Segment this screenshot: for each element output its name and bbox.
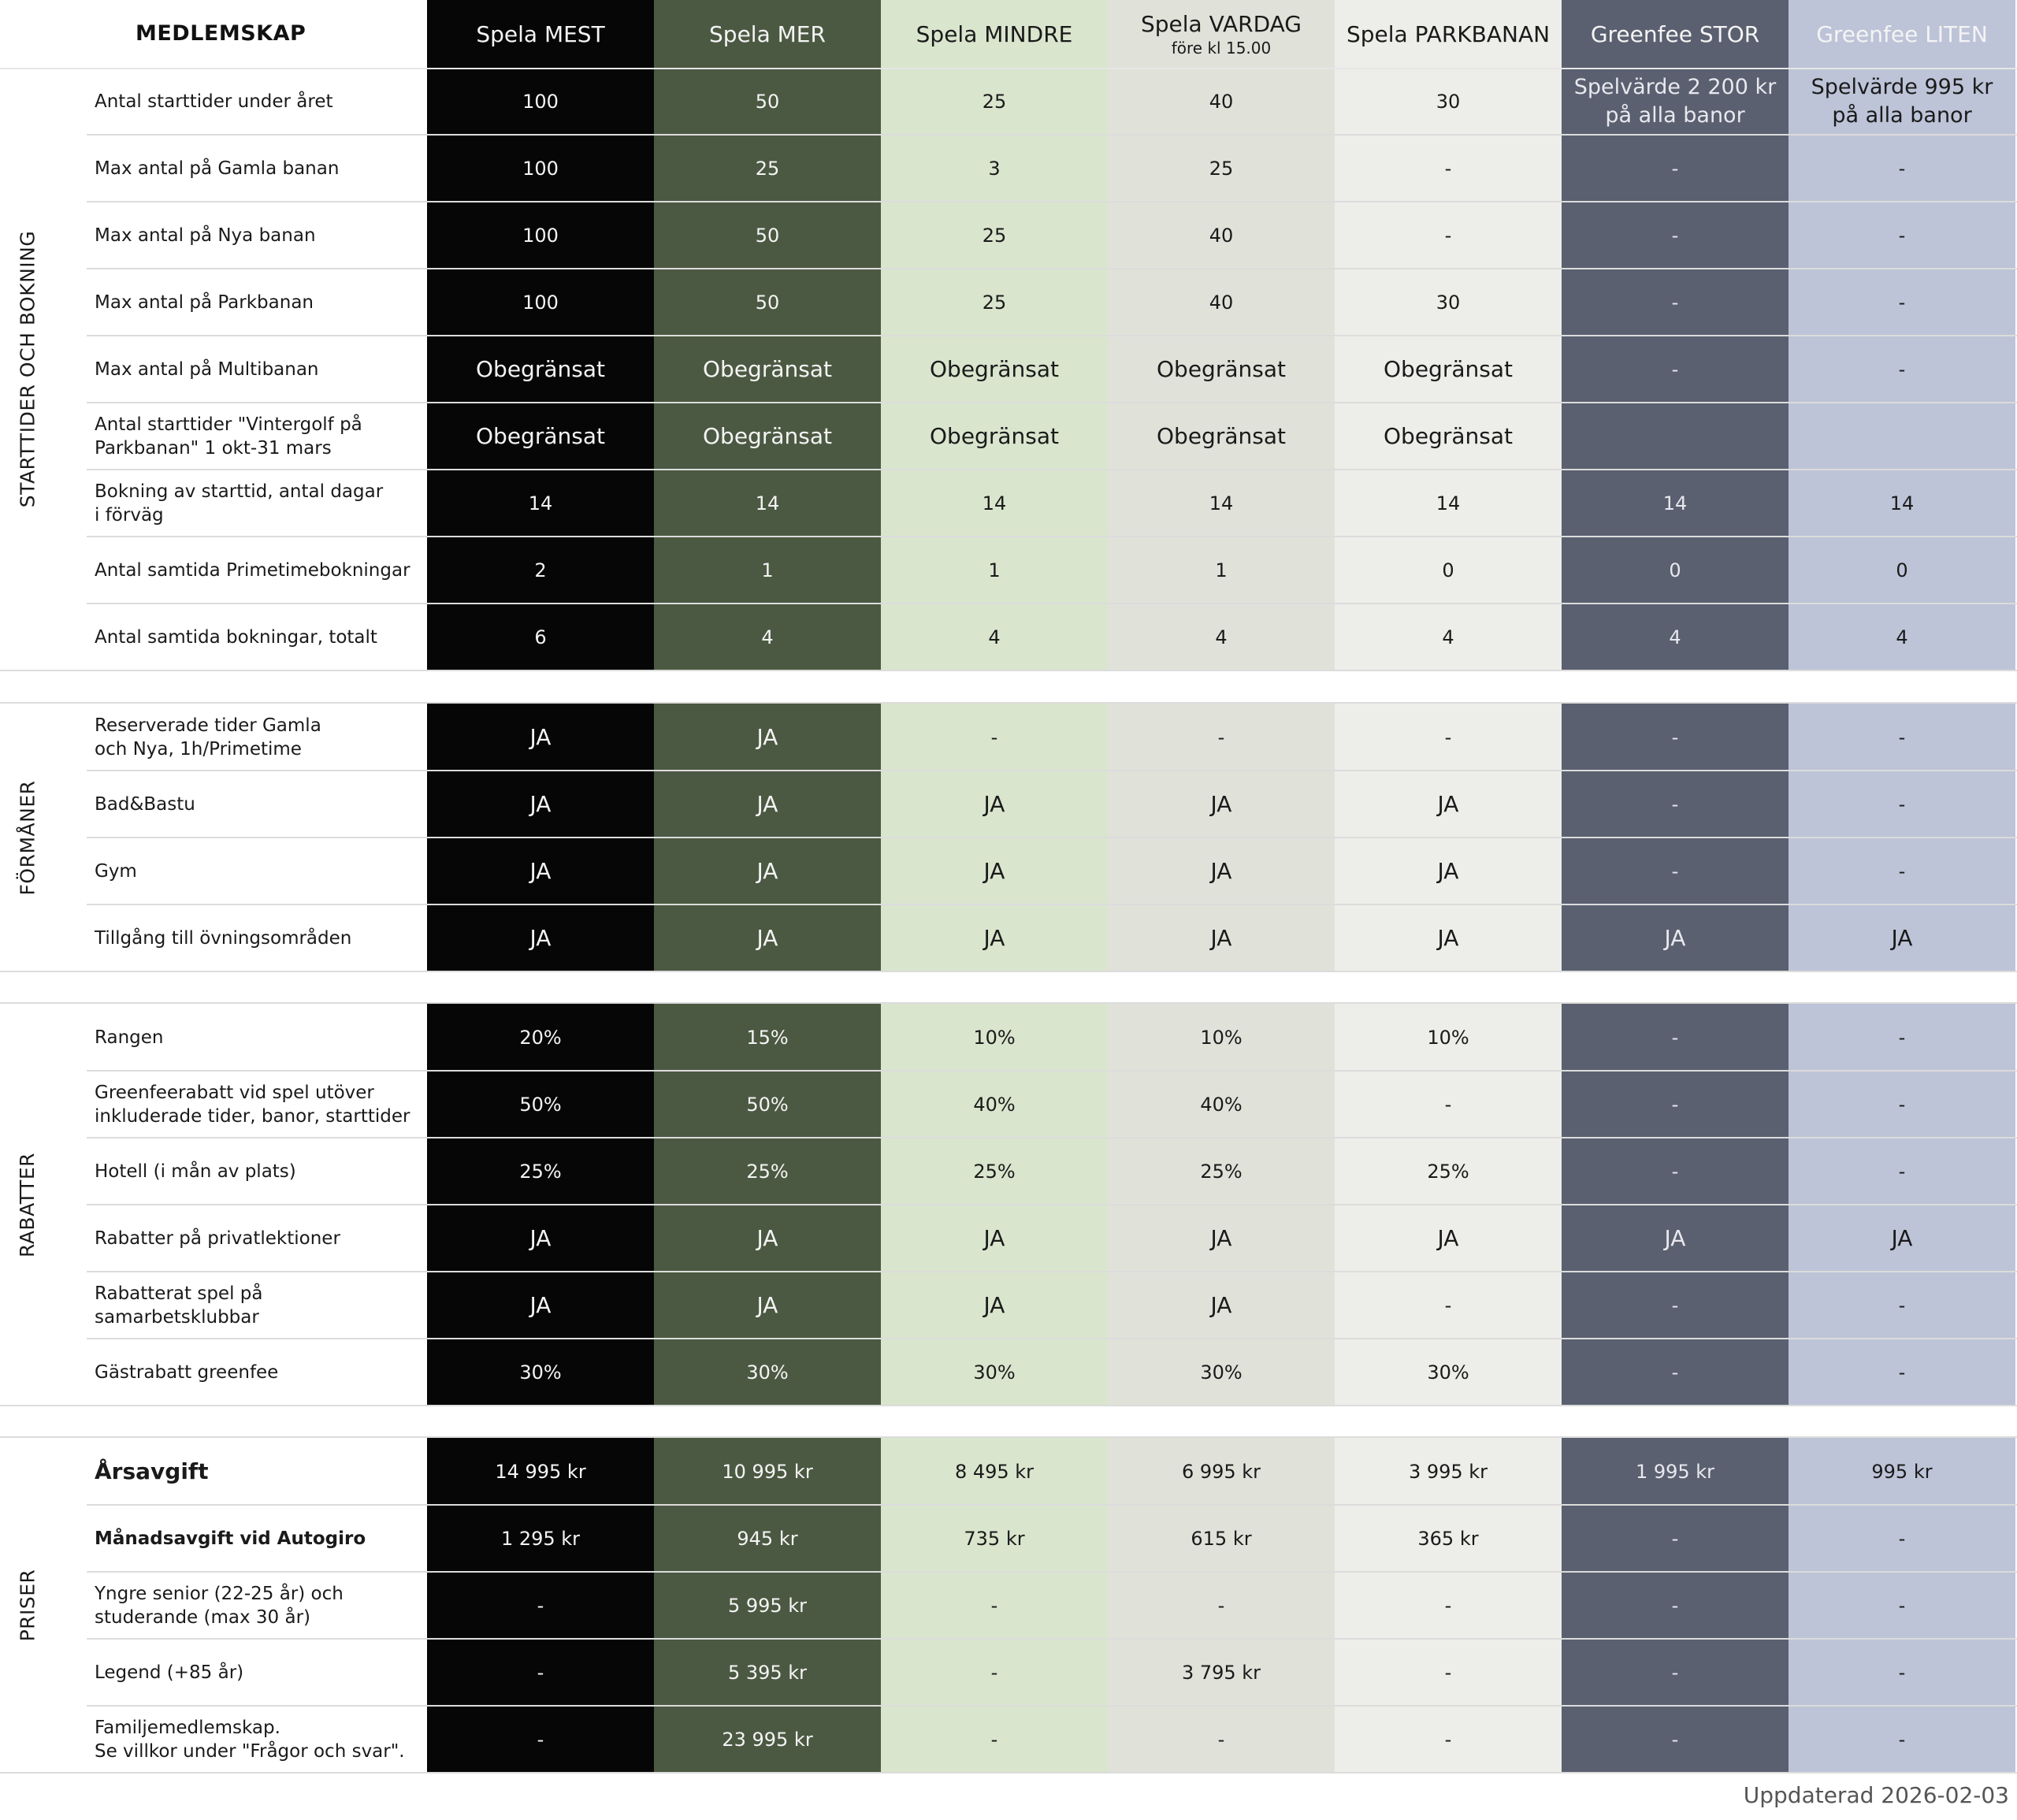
table-row bbox=[0, 336, 2017, 403]
table-cell: 100 bbox=[522, 291, 559, 314]
table-cell: 4 bbox=[761, 626, 774, 648]
table-cell: 0 bbox=[1896, 559, 1908, 581]
row-label: Gym bbox=[95, 860, 137, 882]
table-cell: 14 995 kr bbox=[495, 1460, 586, 1483]
table-cell: 30% bbox=[1427, 1361, 1469, 1384]
table-cell: 30 bbox=[1436, 291, 1461, 314]
table-cell: 50 bbox=[755, 291, 780, 314]
table-cell: 5 395 kr bbox=[727, 1661, 808, 1684]
table-cell: - bbox=[1671, 157, 1679, 180]
table-cell: 6 bbox=[534, 626, 547, 648]
table-cell: 4 bbox=[1896, 626, 1908, 648]
table-row bbox=[0, 1339, 2017, 1406]
row-label: Yngre senior (22-25 år) och studerande (max 30 år) bbox=[95, 1583, 344, 1628]
table-cell: 50% bbox=[519, 1093, 562, 1116]
row-label: Max antal på Nya banan bbox=[95, 225, 316, 246]
table-cell: 14 bbox=[1662, 492, 1688, 514]
table-cell: JA bbox=[1437, 858, 1459, 884]
table-cell: 40 bbox=[1209, 90, 1234, 113]
table-cell: - bbox=[1898, 1026, 1906, 1049]
table-cell: - bbox=[537, 1728, 544, 1751]
table-cell: 10% bbox=[1427, 1026, 1469, 1049]
table-cell: JA bbox=[1437, 1225, 1459, 1251]
row-label: Antal samtida Primetimebokningar bbox=[95, 559, 410, 581]
table-cell: - bbox=[1444, 726, 1452, 748]
row-label: Gästrabatt greenfee bbox=[95, 1361, 279, 1383]
row-label: Tillgång till övningsområden bbox=[95, 927, 352, 949]
table-cell bbox=[1562, 403, 1789, 470]
row-label: Bad&Bastu bbox=[95, 793, 195, 815]
table-cell: 14 bbox=[1209, 492, 1234, 514]
table-cell: 100 bbox=[522, 157, 559, 180]
table-cell: - bbox=[1898, 1093, 1906, 1116]
column-header-subtitle: före kl 15.00 bbox=[1171, 38, 1272, 58]
table-cell: - bbox=[990, 1594, 998, 1617]
table-cell: 1 bbox=[761, 559, 774, 581]
table-cell: JA bbox=[1891, 925, 1913, 951]
table-cell: - bbox=[990, 726, 998, 748]
table-cell: JA bbox=[529, 1225, 552, 1251]
table-cell: JA bbox=[1664, 1225, 1686, 1251]
table-row bbox=[0, 1572, 2017, 1639]
table-cell: 100 bbox=[522, 90, 559, 113]
table-cell: - bbox=[1671, 291, 1679, 314]
table-cell: 10% bbox=[973, 1026, 1016, 1049]
table-cell: JA bbox=[529, 1292, 552, 1318]
table-cell bbox=[1789, 403, 2015, 470]
table-cell: 25% bbox=[519, 1160, 562, 1183]
table-row bbox=[0, 135, 2017, 202]
table-cell: Obegränsat bbox=[930, 423, 1059, 449]
section-title-text: RABATTER bbox=[16, 1152, 39, 1257]
table-cell: 5 995 kr bbox=[727, 1594, 808, 1617]
header-title: MEDLEMSKAP bbox=[136, 21, 306, 46]
table-cell: 25 bbox=[982, 224, 1007, 247]
table-row bbox=[0, 1138, 2017, 1205]
table-cell: 50 bbox=[755, 90, 780, 113]
row-label: Årsavgift bbox=[95, 1458, 209, 1484]
table-cell: - bbox=[1671, 1093, 1679, 1116]
table-cell: 3 bbox=[988, 157, 1001, 180]
table-row bbox=[0, 269, 2017, 336]
table-cell: JA bbox=[756, 724, 778, 750]
row-label: Legend (+85 år) bbox=[95, 1662, 244, 1683]
table-cell: 25% bbox=[1200, 1160, 1243, 1183]
table-cell: - bbox=[1898, 1160, 1906, 1183]
table-cell: 6 995 kr bbox=[1181, 1460, 1261, 1483]
table-cell: Obegränsat bbox=[476, 423, 605, 449]
table-cell: 2 bbox=[534, 559, 547, 581]
table-cell: 0 bbox=[1669, 559, 1681, 581]
column-header-spela-mindre bbox=[881, 0, 1108, 68]
row-label: Hotell (i mån av plats) bbox=[95, 1161, 296, 1182]
table-cell: JA bbox=[1210, 858, 1232, 884]
table-cell: - bbox=[1444, 157, 1452, 180]
table-cell: 4 bbox=[1442, 626, 1454, 648]
table-cell: - bbox=[1671, 1728, 1679, 1751]
column-header-spela-vardag bbox=[1108, 0, 1335, 68]
table-cell: 25 bbox=[755, 157, 780, 180]
table-cell: - bbox=[1444, 224, 1452, 247]
column-header-name: Greenfee STOR bbox=[1590, 20, 1760, 47]
table-cell: 25 bbox=[982, 291, 1007, 314]
table-cell: - bbox=[1444, 1594, 1452, 1617]
table-cell: 1 bbox=[988, 559, 1001, 581]
section-title-text: STARTTIDER OCH BOKNING bbox=[16, 230, 39, 508]
column-header-spela-mer bbox=[654, 0, 881, 68]
row-label: Månadsavgift vid Autogiro bbox=[95, 1528, 366, 1549]
table-cell: 30 bbox=[1436, 90, 1461, 113]
table-cell: 40% bbox=[973, 1093, 1016, 1116]
table-cell: 25 bbox=[1209, 157, 1234, 180]
table-cell: - bbox=[1671, 1594, 1679, 1617]
table-row bbox=[0, 1706, 2017, 1773]
table-cell: - bbox=[1898, 726, 1906, 748]
table-cell: 4 bbox=[1669, 626, 1681, 648]
table-cell: - bbox=[1671, 1160, 1679, 1183]
row-divider bbox=[0, 1405, 2017, 1406]
table-header bbox=[0, 0, 2017, 68]
table-cell: 30% bbox=[1200, 1361, 1243, 1384]
table-row bbox=[0, 1004, 2017, 1071]
table-cell: JA bbox=[983, 1292, 1005, 1318]
table-cell: 50 bbox=[755, 224, 780, 247]
table-cell: - bbox=[1898, 291, 1906, 314]
table-cell: JA bbox=[529, 925, 552, 951]
table-cell: - bbox=[537, 1594, 544, 1617]
table-cell: 30% bbox=[973, 1361, 1016, 1384]
table-cell: 3 995 kr bbox=[1408, 1460, 1488, 1483]
table-cell: JA bbox=[983, 925, 1005, 951]
table-row bbox=[0, 537, 2017, 604]
table-cell: - bbox=[1444, 1093, 1452, 1116]
table-cell: Obegränsat bbox=[703, 356, 832, 382]
table-row bbox=[0, 470, 2017, 537]
table-cell: - bbox=[1898, 1361, 1906, 1384]
table-cell: 25% bbox=[973, 1160, 1016, 1183]
column-header-name: Spela MER bbox=[709, 20, 826, 47]
table-cell: 20% bbox=[519, 1026, 562, 1049]
table-cell: JA bbox=[1891, 1225, 1913, 1251]
table-cell: 0 bbox=[1442, 559, 1454, 581]
table-cell: - bbox=[1898, 1594, 1906, 1617]
table-cell: - bbox=[1898, 157, 1906, 180]
table-cell: 40 bbox=[1209, 291, 1234, 314]
table-cell: 995 kr bbox=[1871, 1460, 1933, 1483]
table-cell: - bbox=[1898, 1661, 1906, 1684]
table-cell: 23 995 kr bbox=[722, 1728, 813, 1751]
table-cell: 14 bbox=[1889, 492, 1915, 514]
table-cell: - bbox=[1671, 1661, 1679, 1684]
table-cell: 615 kr bbox=[1191, 1527, 1252, 1550]
updated-date: Uppdaterad 2026-02-03 bbox=[1743, 1782, 2009, 1808]
row-label: Rangen bbox=[95, 1027, 164, 1048]
row-label: Greenfeerabatt vid spel utöver inkluderade tider, banor, starttider bbox=[95, 1082, 410, 1127]
row-label: Max antal på Parkbanan bbox=[95, 292, 314, 313]
table-cell: 1 995 kr bbox=[1635, 1460, 1715, 1483]
table-cell: - bbox=[1444, 1728, 1452, 1751]
table-cell: JA bbox=[1210, 1292, 1232, 1318]
column-header-greenfee-stor bbox=[1562, 0, 1789, 68]
table-cell: 945 kr bbox=[737, 1527, 798, 1550]
column-header-name: Greenfee LITEN bbox=[1816, 20, 1988, 47]
column-header-name: Spela PARKBANAN bbox=[1346, 20, 1551, 47]
table-cell: 30% bbox=[746, 1361, 789, 1384]
table-cell: 14 bbox=[1436, 492, 1461, 514]
table-cell: Spelvärde 2 200 kr på alla banor bbox=[1573, 74, 1777, 128]
row-label: Antal samtida bokningar, totalt bbox=[95, 626, 377, 648]
table-row bbox=[0, 771, 2017, 838]
table-cell: - bbox=[1217, 1594, 1225, 1617]
table-cell: 8 495 kr bbox=[954, 1460, 1035, 1483]
table-cell: JA bbox=[1210, 1225, 1232, 1251]
table-cell: 40 bbox=[1209, 224, 1234, 247]
table-cell: 4 bbox=[1215, 626, 1228, 648]
table-cell: - bbox=[1444, 1661, 1452, 1684]
table-cell: JA bbox=[756, 1292, 778, 1318]
table-cell: - bbox=[1671, 1026, 1679, 1049]
table-row bbox=[0, 704, 2017, 771]
row-label: Rabatter på privatlektioner bbox=[95, 1228, 340, 1249]
table-cell: - bbox=[1898, 224, 1906, 247]
table-cell: - bbox=[1444, 1294, 1452, 1317]
table-cell: 14 bbox=[528, 492, 553, 514]
column-header-spela-parkbanan bbox=[1335, 0, 1562, 68]
table-cell: 10% bbox=[1200, 1026, 1243, 1049]
table-cell: - bbox=[1671, 793, 1679, 815]
row-divider bbox=[0, 670, 2017, 671]
table-cell: - bbox=[990, 1728, 998, 1751]
table-row bbox=[0, 202, 2017, 269]
table-cell: - bbox=[1671, 726, 1679, 748]
table-cell: - bbox=[1671, 860, 1679, 882]
table-row bbox=[0, 403, 2017, 470]
table-cell: 25% bbox=[1427, 1160, 1469, 1183]
table-row bbox=[0, 68, 2017, 135]
table-cell: - bbox=[1671, 358, 1679, 381]
table-cell: Obegränsat bbox=[930, 356, 1059, 382]
row-label: Rabatterat spel på samarbetsklubbar bbox=[95, 1283, 263, 1328]
row-label: Reserverade tider Gamla och Nya, 1h/Primetime bbox=[95, 715, 321, 760]
table-row bbox=[0, 1205, 2017, 1272]
table-cell: Obegränsat bbox=[1384, 356, 1513, 382]
table-row bbox=[0, 1071, 2017, 1138]
table-row bbox=[0, 838, 2017, 904]
table-cell: 15% bbox=[746, 1026, 789, 1049]
table-cell: JA bbox=[1664, 925, 1686, 951]
row-label: Bokning av starttid, antal dagar i förväg bbox=[95, 481, 384, 526]
table-cell: - bbox=[537, 1661, 544, 1684]
row-label: Antal starttider under året bbox=[95, 91, 333, 112]
table-cell: JA bbox=[1437, 925, 1459, 951]
table-cell: Obegränsat bbox=[1157, 356, 1286, 382]
section-title-text: FÖRMÅNER bbox=[16, 780, 39, 895]
table-row bbox=[0, 1505, 2017, 1572]
table-cell: - bbox=[1898, 793, 1906, 815]
table-cell: 25% bbox=[746, 1160, 789, 1183]
row-label: Max antal på Gamla banan bbox=[95, 158, 340, 179]
table-row bbox=[0, 1639, 2017, 1706]
table-cell: JA bbox=[756, 791, 778, 817]
table-cell: 30% bbox=[519, 1361, 562, 1384]
table-cell: 4 bbox=[988, 626, 1001, 648]
table-cell: JA bbox=[756, 858, 778, 884]
table-cell: - bbox=[1898, 1527, 1906, 1550]
table-cell: Obegränsat bbox=[703, 423, 832, 449]
table-cell: - bbox=[1217, 1728, 1225, 1751]
column-header-spela-mest bbox=[427, 0, 654, 68]
column-header-name: Spela MEST bbox=[476, 20, 605, 47]
table-cell: 365 kr bbox=[1417, 1527, 1479, 1550]
table-cell: - bbox=[1898, 860, 1906, 882]
section-title-text: PRISER bbox=[16, 1569, 39, 1642]
row-divider bbox=[0, 971, 2017, 972]
table-cell: 40% bbox=[1200, 1093, 1243, 1116]
table-row bbox=[0, 904, 2017, 971]
table-cell: 25 bbox=[982, 90, 1007, 113]
table-cell: - bbox=[1217, 726, 1225, 748]
table-cell: - bbox=[1671, 1361, 1679, 1384]
table-cell: - bbox=[1671, 224, 1679, 247]
table-cell: 50% bbox=[746, 1093, 789, 1116]
table-row bbox=[0, 1272, 2017, 1339]
row-label: Antal starttider "Vintergolf på Parkbanan" 1 okt-31 mars bbox=[95, 414, 362, 459]
table-row bbox=[0, 604, 2017, 670]
table-cell: Spelvärde 995 kr på alla banor bbox=[1811, 74, 1993, 128]
table-cell: JA bbox=[529, 724, 552, 750]
column-header-name: Spela VARDAG bbox=[1140, 10, 1302, 37]
table-cell: - bbox=[1898, 358, 1906, 381]
table-cell: JA bbox=[756, 925, 778, 951]
table-cell: Obegränsat bbox=[1157, 423, 1286, 449]
table-cell: 3 795 kr bbox=[1181, 1661, 1261, 1684]
table-cell: JA bbox=[756, 1225, 778, 1251]
table-cell: 14 bbox=[982, 492, 1007, 514]
table-row bbox=[0, 1438, 2017, 1505]
table-cell: Obegränsat bbox=[476, 356, 605, 382]
column-header-greenfee-liten bbox=[1789, 0, 2015, 68]
table-cell: JA bbox=[983, 1225, 1005, 1251]
table-cell: JA bbox=[1210, 791, 1232, 817]
table-cell: JA bbox=[1210, 925, 1232, 951]
table-cell: 10 995 kr bbox=[722, 1460, 813, 1483]
table-cell: JA bbox=[529, 791, 552, 817]
table-cell: 14 bbox=[755, 492, 780, 514]
table-cell: 100 bbox=[522, 224, 559, 247]
row-label: Familjemedlemskap. Se villkor under "Frågor och svar". bbox=[95, 1717, 405, 1762]
table-cell: JA bbox=[1437, 791, 1459, 817]
table-cell: - bbox=[1898, 1294, 1906, 1317]
column-header-name: Spela MINDRE bbox=[916, 20, 1073, 47]
table-cell: 1 295 kr bbox=[500, 1527, 581, 1550]
row-divider bbox=[0, 1772, 2017, 1774]
table-cell: JA bbox=[529, 858, 552, 884]
table-cell: JA bbox=[983, 858, 1005, 884]
table-cell: - bbox=[1671, 1294, 1679, 1317]
table-cell: 1 bbox=[1215, 559, 1228, 581]
table-cell: - bbox=[1671, 1527, 1679, 1550]
table-cell: JA bbox=[983, 791, 1005, 817]
table-cell: - bbox=[990, 1661, 998, 1684]
table-cell: 735 kr bbox=[964, 1527, 1025, 1550]
row-label: Max antal på Multibanan bbox=[95, 358, 319, 380]
table-cell: Obegränsat bbox=[1384, 423, 1513, 449]
table-cell: - bbox=[1898, 1728, 1906, 1751]
